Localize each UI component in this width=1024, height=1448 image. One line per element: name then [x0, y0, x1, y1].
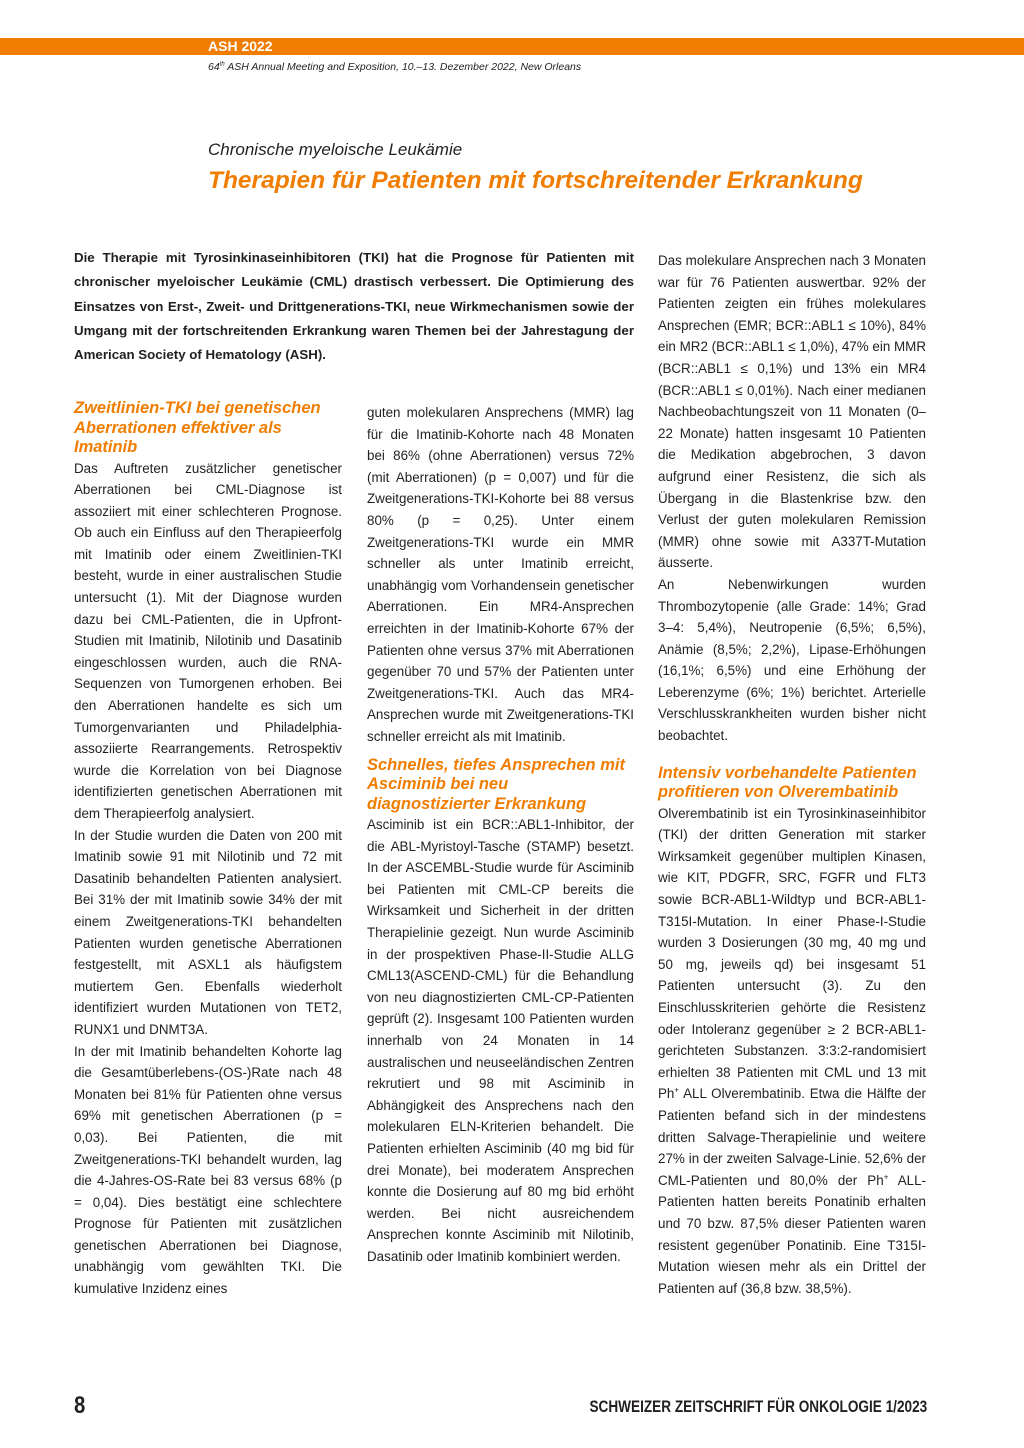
text-run: Olverembatinib ist ein Tyrosinkinaseinhibitor (TKI) der dritten Generation mit starker Wirksamkeit gegenüber multiplen Kinasen, wie KIT, PDGFR, SRC, FGFR und FLT3 sowie BCR-ABL1-Wildtyp und BCR-ABL1-T315I-Mutation. In einer Phase-I-Studie wurden 3 Dosierungen (30 mg, 40 mg und 50 mg, jeweils qd) bei insgesamt 51 Patienten untersucht (3). Zu den Einschlusskriterien gehörte die Resistenz oder Intoleranz gegenüber ≥ 2 BCR-ABL1-gerichteten Substanzen. 3:3:2-randomisiert erhielten 38 Patienten mit CML und 13 mit Ph: [658, 805, 926, 1102]
section-heading: Intensiv vorbehandelte Patienten profitieren von Olverembatinib: [658, 763, 917, 802]
paragraph: In der Studie wurden die Daten von 200 mit Imatinib sowie 91 mit Nilotinib und 72 mit Dasatinib behandelten Patienten analysiert. Bei 31% der mit Imatinib sowie 34% der mit einem Zweitgenerations-TKI behandelten Patienten wurden genetische Aberrationen festgestellt, mit ASXL1 als häufigstem mutiertem Gen. Ebenfalls wiederholt identifiziert wurden Mutationen von TET2, RUNX1 und DNMT3A.: [74, 827, 342, 1037]
article-title: Therapien für Patienten mit fortschreitender Erkrankung: [208, 167, 863, 194]
superscript-plus: +: [674, 1085, 680, 1095]
column-2: [367, 402, 634, 1267]
conference-label: ASH 2022: [208, 38, 273, 54]
journal-name: SCHWEIZER ZEITSCHRIFT FÜR ONKOLOGIE 1/2023: [589, 1397, 927, 1416]
meeting-ordinal: 64: [208, 61, 220, 73]
meeting-details: ASH Annual Meeting and Exposition, 10.–13. Dezember 2022, New Orleans: [224, 61, 582, 73]
article-kicker: Chronische myeloische Leukämie: [208, 140, 463, 159]
paragraph: Asciminib ist ein BCR::ABL1-Inhibitor, der die ABL-Myristoyl-Tasche (STAMP) besetzt. In der ASCEMBL-Studie wurde für Asciminib bei Patienten mit CML-CP bereits die Wirksamkeit und Sicherheit in der dritten Therapielinie gezeigt. Nun wurde Asciminib in der prospektiven Phase-II-Studie ALLG CML13(ASCEND-CML) für die Behandlung von neu diagnostizierten CML-CP-Patienten geprüft (2). Insgesamt 100 Patienten wurden innerhalb von 24 Monaten in 14 australischen und neuseeländischen Zentren rekrutiert und 98 mit Asciminib in Abhängigkeit des Ansprechens nach den molekularen ELN-Kriterien behandelt. Die Patienten erhielten Asciminib (40 mg bid für drei Monate), bei moderatem Ansprechen konnte die Dosierung auf 80 mg bid erhöht werden. Bei nicht ausreichendem Ansprechen konnte Asciminib mit Nilotinib, Dasatinib oder Imatinib kombiniert werden.: [367, 817, 634, 1264]
text-run: ALL-Patienten hatten bereits Ponatinib erhalten und 70 bzw. 87,5% dieser Patienten waren resistent gegenüber Ponatinib. Eine T315I-Mutation wiesen mehr als ein Drittel der Patienten auf (36,8 bzw. 38,5%).: [658, 1172, 926, 1296]
column-3: [658, 250, 926, 1299]
paragraph: In der mit Imatinib behandelten Kohorte lag die Gesamtüberlebens-(OS-)Rate nach 48 Monaten bei 81% für Patienten ohne versus 69% mit genetischen Aberrationen (p = 0,03). Bei Patienten, die mit Zweitgenerations-TKI behandelt wurden, lag die 4-Jahres-OS-Rate bei 83 versus 68% (p = 0,04). Dies bestätigt eine schlechtere Prognose für Patienten mit zusätzlichen genetischen Aberrationen bei Diagnose, unabhängig vom gewählten TKI. Die kumulative Inzidenz eines: [74, 1043, 342, 1297]
paragraph: [658, 803, 926, 1300]
paragraph: An Nebenwirkungen wurden Thrombozytopenie (alle Grade: 14%; Grad 3–4: 5,4%), Neutropenie (6,5%; 6,5%), Anämie (8,5%; 2,2%), Lipase-Erhöhungen (16,1%; 6,5%) und eine Erhöhung der Leberenzyme (6%; 1%) berichtet. Arterielle Verschlusskrankheiten wurden bisher nicht beobachtet.: [658, 576, 926, 744]
text-run: ALL Olverembatinib. Etwa die Hälfte der Patienten befand sich in der mindestens dritten Salvage-Therapielinie und weitere 27% in der zweiten Salvage-Linie. 52,6% der CML-Patienten und 80,0% der Ph: [658, 1086, 926, 1188]
paragraph: guten molekularen Ansprechens (MMR) lag für die Imatinib-Kohorte nach 48 Monaten bei 86% (ohne Aberrationen) versus 72% (mit Aberrationen) (p = 0,007) und für die Zweitgenerations-TKI-Kohorte bei 88 versus 80% (p = 0,25). Unter einem Zweitgenerations-TKI wurde ein MMR schneller als unter Imatinib erreicht, unabhängig vom Vorhandensein genetischer Aberrationen. Ein MR4-Ansprechen erreichten in der Imatinib-Kohorte 67% der Patienten ohne versus 37% mit Aberrationen gegenüber 70 und 57% der Patienten unter Zweitgenerations-TKI. Auch das MR4-Ansprechen wurde mit Zweitgenerations-TKI schneller erreicht als mit Imatinib.: [367, 405, 634, 744]
column-1: [74, 399, 342, 1300]
section-heading: Zweitlinien-TKI bei genetischen Aberrationen effektiver als Imatinib: [74, 399, 321, 456]
meeting-line: [208, 61, 581, 73]
paragraph: Das molekulare Ansprechen nach 3 Monaten war für 76 Patienten auswertbar. 92% der Patienten zeigten ein frühes molekulares Ansprechen (EMR; BCR::ABL1 ≤ 10%), 84% ein MR2 (BCR::ABL1 ≤ 1,0%), 47% ein MMR (BCR::ABL1 ≤ 0,1%) und 13% ein MR4 (BCR::ABL1 ≤ 0,01%). Nach einer medianen Nachbeobachtungszeit von 11 Monaten (0–22 Monate) hatten insgesamt 10 Patienten die Medikation abgebrochen, 3 davon aufgrund einer Resistenz, die sich als Übergang in die Blastenkrise bzw. den Verlust der guten molekularen Remission (MMR) ohne sowie mit A337T-Mutation äusserte.: [658, 253, 926, 571]
superscript-plus: +: [883, 1172, 889, 1182]
paragraph: Das Auftreten zusätzlicher genetischer Aberrationen bei CML-Diagnose ist assoziiert mit einer schlechteren Prognose. Ob auch ein Einfluss auf den Therapieerfolg mit Imatinib oder einem Zweitlinien-TKI besteht, wurde in einer australischen Studie untersucht (1). Mit der Diagnose wurden dazu bei CML-Patienten, die in Upfront-Studien mit Imatinib, Nilotinib und Dasatinib eingeschlossen wurden, auch die RNA-Sequenzen von Tumorgenen erhoben. Bei den Aberrationen handelte es sich um Tumorgenvarianten und Philadelphia-assoziierte Rearrangements. Retrospektiv wurde die Korrelation von bei Diagnose identifizierten genetischen Aberrationen mit dem Therapieerfolg analysiert.: [74, 460, 342, 821]
section-heading: Schnelles, tiefes Ansprechen mit Asciminib bei neu diagnostizierter Erkrankung: [367, 755, 625, 813]
header-bar: [0, 38, 1024, 55]
page-number: 8: [74, 1392, 86, 1419]
article-lead: Die Therapie mit Tyrosinkinaseinhibitoren (TKI) hat die Prognose für Patienten mit chronischer myeloischer Leukämie (CML) drastisch verbessert. Die Optimierung des Einsatzes von Erst-, Zweit- und Drittgenerations-TKI, neue Wirkmechanismen sowie der Umgang mit der fortschreitenden Erkrankung waren Themen bei der Jahrestagung der American Society of Hematology (ASH).: [74, 250, 634, 363]
meeting-ordinal-suffix: th: [219, 61, 225, 68]
